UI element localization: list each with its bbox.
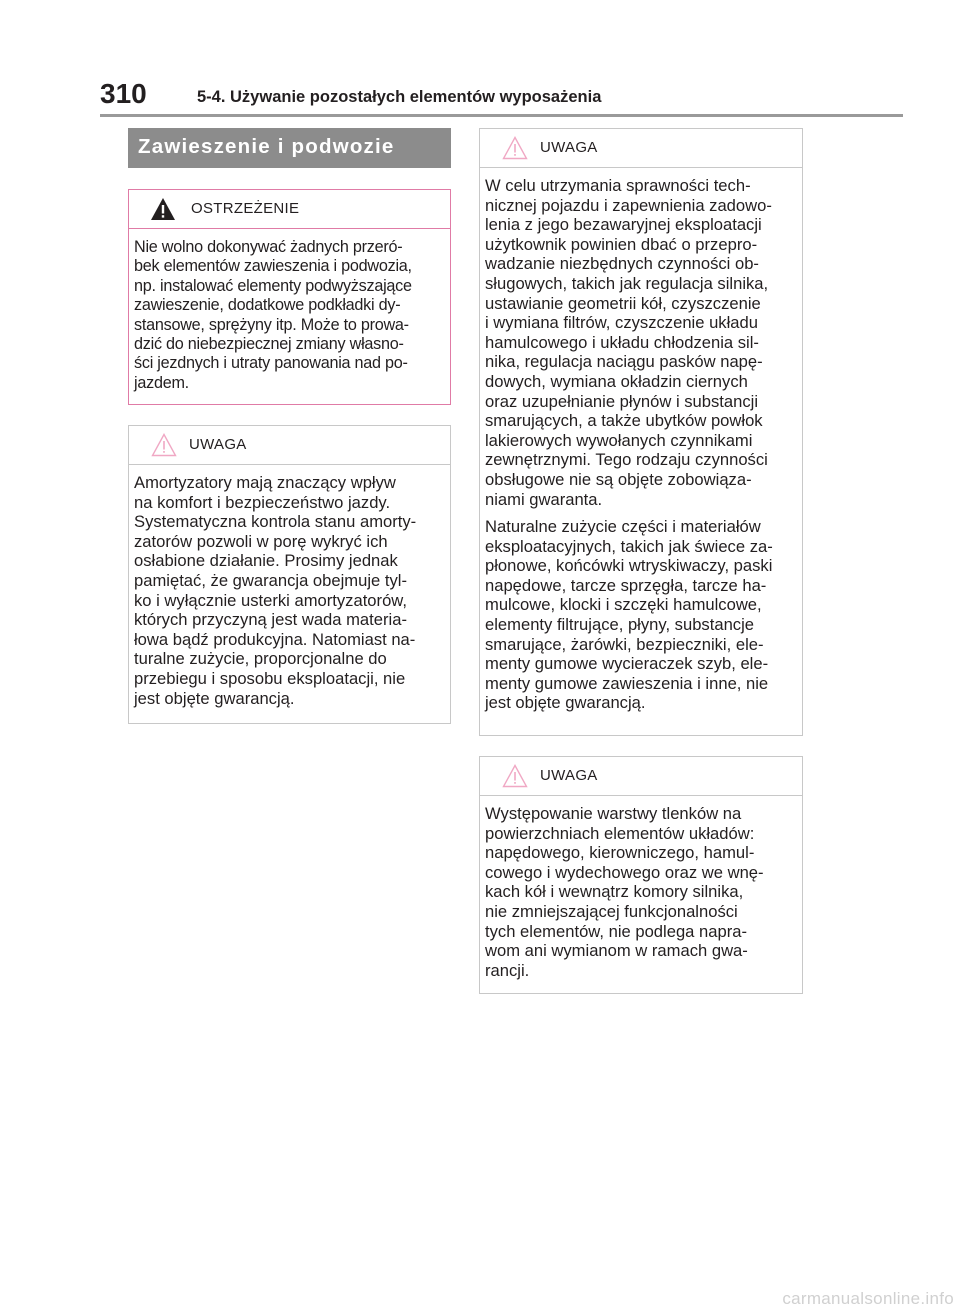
warning-text: Nie wolno dokonywać żadnych przeró- bek elementów zawieszenia i podwozia, np. instalować elementy podwyższające zawieszenie, dodatkowe podkładki dy- stansowe, sprężyny itp. Może to prowa- dzić do niebezpiecznej zmiany własno- ści jezdnych i utraty panowania nad po- jazdem. [134,238,412,392]
caution-triangle-icon [502,764,528,788]
notice-text: Występowanie warstwy tlenków na powierzchniach elementów układów: napędowego, kierowniczego, hamul- cowego i wydechowego oraz we wnę- kach kół i wewnątrz komory silnika, nie zmniejszającej funkcjonalności tych elementów, nie podlega napra- wom ani wymianom w ramach gwa- rancji. [485,804,764,980]
notice-box-header [129,426,450,465]
notice-box-header [480,129,802,168]
section-title-bar [128,128,451,168]
notice-box-header [480,757,802,796]
warning-box [128,189,451,405]
notice-box-label: UWAGA [189,436,247,453]
caution-triangle-icon [151,433,177,457]
notice-box-label: UWAGA [540,767,598,784]
notice-text-paragraph-2: Naturalne zużycie części i materiałów eksploatacyjnych, takich jak świece za- płonowe, końcówki wtryskiwaczy, paski napędowe, tarcze sprzęgła, tarcze ha- mulcowe, klocki i szczęki hamulcowe, elementy filtrujące, płyny, substancje smarujące, żarówki, bezpieczniki, ele- menty gumowe wycieraczek szyb, ele- menty gumowe zawieszenia i inne, nie jest objęte gwarancją. [485,517,773,713]
warning-triangle-icon [150,197,176,221]
warning-box-body [129,229,450,393]
notice-box-oxide-layer [479,756,803,994]
notice-box-shock-absorbers [128,425,451,724]
chapter-title: 5-4. Używanie pozostałych elementów wyposażenia [197,88,602,106]
notice-text: Amortyzatory mają znaczący wpływ na komfort i bezpieczeństwo jazdy. Systematyczna kontrola stanu amorty- zatorów pozwoli w porę wykryć ich osłabione działanie. Prosimy jednak pamiętać, że gwarancja obejmuje tyl- ko i wyłącznie usterki amortyzatorów, których przyczyną jest wada materia- łowa bądź produkcyjna. Natomiast na- turalne zużycie, proporcjonalne do przebiegu i sposobu eksploatacji, nie jest objęte gwarancją. [134,473,417,708]
notice-box-body [129,465,450,708]
watermark: carmanualsonline.info [782,1289,954,1308]
page-number: 310 [100,78,147,109]
notice-box-maintenance [479,128,803,736]
section-title: Zawieszenie i podwozie [138,135,395,158]
warning-box-header [129,190,450,229]
warning-box-label: OSTRZEŻENIE [191,200,300,217]
notice-box-body [480,796,802,980]
notice-text-paragraph-1: W celu utrzymania sprawności tech- nicznej pojazdu i zapewnienia zadowo- lenia z jego bezawaryjnej eksploatacji użytkownik powinien dbać o przepro- wadzanie niezbędnych czynności ob- sługowych, takich jak regulacja silnika, ustawianie geometrii kół, czyszczenie i wymiana filtrów, czyszczenie układu hamulcowego i układu chłodzenia sil- nika, regulacja naciągu pasków napę- dowych, wymiana okładzin ciernych oraz uzupełnianie płynów i substancji smarujących, a także ubytków powłok lakierowych wywołanych czynnikami zewnętrznymi. Tego rodzaju czynności obsługowe nie są objęte zobowiąza- niami gwaranta. [485,176,772,509]
header-rule [100,114,903,117]
notice-box-body [480,168,802,713]
caution-triangle-icon [502,136,528,160]
notice-box-label: UWAGA [540,139,598,156]
